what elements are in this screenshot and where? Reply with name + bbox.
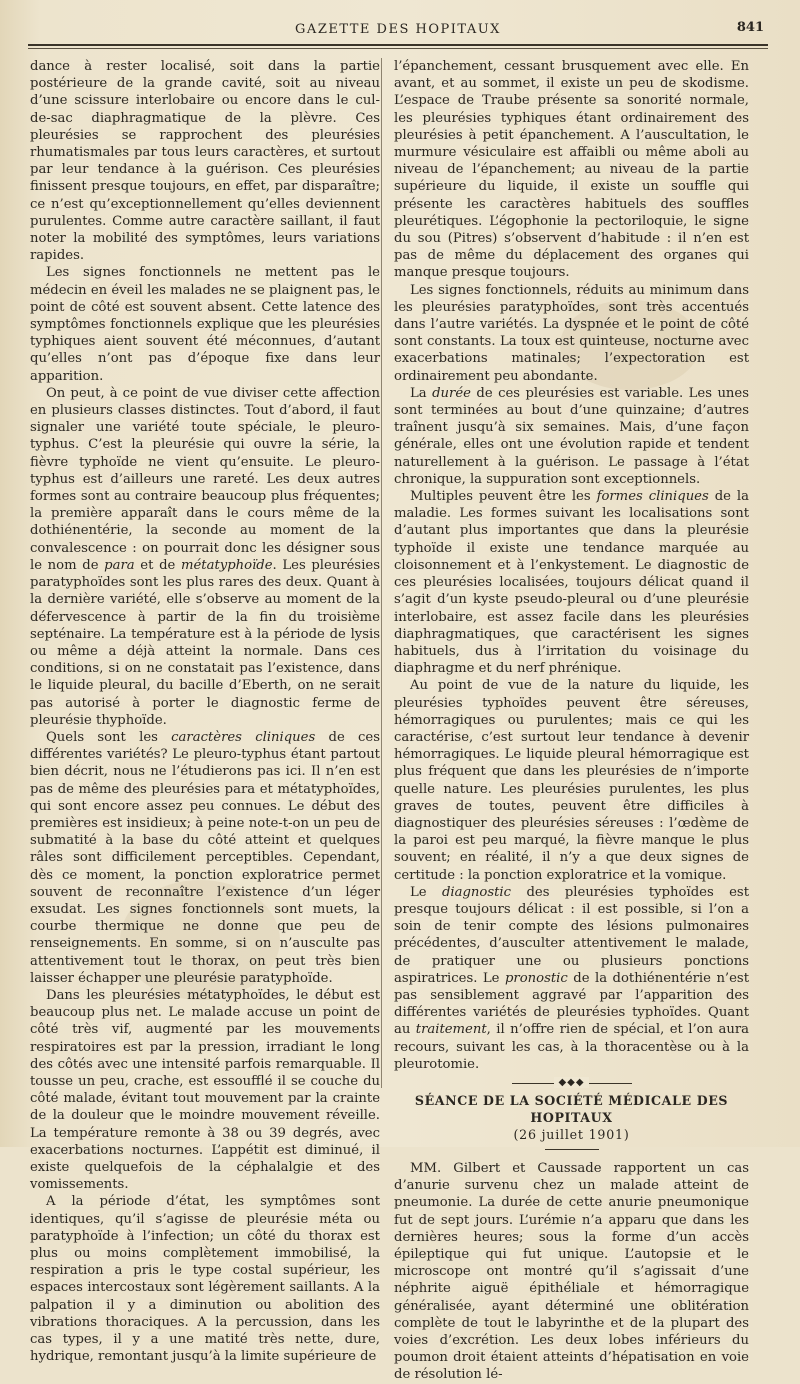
running-title: GAZETTE DES HOPITAUX: [295, 22, 501, 37]
paragraph: MM. Gilbert et Caussade rapportent un cas d’anurie survenu chez un malade atteint de pneumonie. La durée de cette anurie pneumonique fut de sept jours. L’urémie n’a apparu que dans les dernières heures; sous la forme d’un accès épileptique qui fut unique. L’autopsie et le microscope ont montré qu’il s’agissait d’une néphrite aiguë épithéliale et hémorragique généralisée, ayant déterminé une oblitération complète de tout le labyrinthe et de la plupart des voies d’excrétion. Les deux lobes inférieurs du poumon droit étaient atteints d’hépatisation en voie de résolution lé-: [394, 1160, 749, 1383]
paragraph: Au point de vue de la nature du liquide, les pleurésies typhoïdes peuvent être séreuses, hémorragiques ou purulentes; mais ce qui les caractérise, c’est surtout leur tendance à devenir hémorragiques. Le liquide pleural hémorragique est plus fréquent que dans les pleurésies de n’importe quelle nature. Les pleurésies purulentes, les plus graves de toutes, peuvent être difficiles à diagnostiquer des pleurésies séreuses : l’œdème de la paroi est peu marqué, la fièvre manque le plus souvent; en réalité, il n’y a que deux signes de certitude : la ponction exploratrice et la vomique.: [394, 678, 749, 883]
paragraph: l’épanchement, cessant brusquement avec elle. En avant, et au sommet, il existe un peu de skodisme. L’espace de Traube présente sa sonorité normale, les pleurésies typhiques étant ordinairement des pleurésies à petit épanchement. A l’auscultation, le murmure vésiculaire est affaibli ou même aboli au niveau de l’épanchement; au niveau de la partie supérieure du liquide, il existe un souffle qui présente les caractères habituels des souffles pleurétiques. L’égophonie la pectoriloquie, le signe du sou (Pitres) s’observent d’habitude : il n’en est pas de même du déplacement des organes qui manque presque toujours.: [394, 59, 749, 281]
emphasis: pronostic: [504, 970, 568, 986]
section-date: (26 juillet 1901): [513, 1126, 630, 1142]
paragraph-text: Multiples peuvent être les: [410, 489, 597, 505]
page-number: 841: [736, 20, 764, 35]
paragraph-text: . Les pleurésies paratyphoïdes sont les plus rares des deux. Quant à la dernière variété, elle s’observe au moment de la défervescence à partir de la fin du troisième septénaire. La température est à la période de lysis ou même a déjà atteint la normale. Dans ces conditions, si on ne constatait pas l’existence, dans le liquide pleural, du bacille d’Eberth, on ne serait pas autorisé à porter le diagnostic ferme de pleurésie thyphoïde.: [30, 557, 380, 728]
paragraph-text: et de: [134, 557, 181, 573]
paragraph: Les signes fonctionnels ne mettent pas le médecin en éveil les malades ne se plaignent pas, le point de côté est souvent absent. Cette latence des symptômes fonctionnels explique que les pleurésies typhiques aient souvent été méconnues, d’autant qu’elles n’ont pas d’époque fixe dans leur apparition.: [30, 265, 380, 384]
paragraph-text: de ces différentes variétés? Le pleuro-typhus étant partout bien décrit, nous ne l’étudierons pas ici. Il n’en est pas de même des pleurésies para et métatyphoïdes, qui sont encore assez peu connues. Le début des premières est insidieux; à peine note-t-on un peu de submatité à la base du côté atteint et quelques râles sont difficilement perceptibles. Cependant, dès ce moment, la ponction exploratrice permet souvent de reconnaître l’existence d’un léger exsudat. Les signes fonctionnels sont muets, la courbe thermique ne donne que peu de renseignements. En somme, si on n’ausculte pas attentivement tout le thorax, on peut très bien laisser échapper une pleurésie paratyphoïde.: [30, 729, 380, 986]
paragraph: Dans les pleurésies métatyphoïdes, le début est beaucoup plus net. Le malade accuse un point de côté très vif, augmenté par les mouvements respiratoires est par la pression, irradiant le long des côtés avec une intensité parfois remarquable. Il tousse un peu, crache, est essoufflé il se couche du côté malade, évitant tout mouvement par la crainte de la douleur que le moindre mouvement réveille. La température remonte à 38 ou 39 degrés, avec exacerbations nocturnes. L’appétit est diminué, il existe quelquefois de la céphalalgie et des vomissements.: [30, 987, 380, 1193]
paragraph: [394, 385, 749, 488]
emphasis: durée: [432, 385, 471, 401]
page-header: [0, 20, 800, 44]
header-rule-thin: [28, 48, 768, 49]
paragraph: dance à rester localisé, soit dans la partie postérieure de la grande cavité, soit au niveau d’une scissure interlobaire ou encore dans le cul-de-sac diaphragmatique de la plèvre. Ces pleurésies se rapprochent des pleurésies rhumatismales par tous leurs caractères, et surtout par leur tendance à la guérison. Ces pleurésies finissent presque toujours, en effet, par disparaître; ce n’est qu’exceptionnellement qu’elles deviennent purulentes. Comme autre caractère saillant, il faut noter la mobilité des symptômes, leurs variations rapides.: [30, 59, 380, 264]
left-column: [30, 58, 380, 1365]
paragraph: [30, 729, 380, 987]
emphasis: métatyphoïde: [180, 557, 273, 573]
paragraph-text: de la dothiénentérie n’est pas sensiblement aggravé par l’apparition des différentes variétés de pleurésies typhoïdes. Quant au: [394, 970, 749, 1038]
section-separator: [512, 1076, 632, 1088]
emphasis: traitement: [415, 1022, 487, 1038]
paragraph-text: de ces pleurésies est variable. Les unes sont terminées au bout d’une quinzaine; d’autres traînent jusqu’à six semaines. Mais, d’une façon générale, elles ont une évolution rapide et tendent naturellement à la guérison. Le passage à l’état chronique, la suppuration sont exceptionnels.: [394, 385, 749, 487]
paragraph-text: On peut, à ce point de vue diviser cette affection en plusieurs classes distinctes. Tout d’abord, il faut signaler une variété toute spéciale, le pleuro-typhus. C’est la pleurésie qui ouvre la série, la fièvre typhoïde ne vient qu’ensuite. Le pleuro-typhus est d’ailleurs une rareté. Les deux autres formes sont au contraire beaucoup plus fréquentes; la première apparaît dans le cours même de la dothiénentérie, la seconde au moment de la convalescence : on pourrait donc les désigner sous le nom de: [30, 385, 380, 573]
paragraph-text: des pleurésies typhoïdes est presque toujours délicat : il est possible, si l’on a soin de tenir compte des lésions pulmonaires précédentes, d’ausculter attentivement le malade, de pratiquer une ou plusieurs ponctions aspiratrices. Le: [394, 884, 749, 986]
emphasis: caractères cliniques: [171, 729, 316, 745]
emphasis: diagnostic: [441, 884, 512, 900]
paragraph-text: de la maladie. Les formes suivant les localisations sont d’autant plus importantes que dans la pleurésie typhoïde il existe une tendance marquée au cloisonnement et à l’enkystement. Le diagnostic de ces pleurésies localisées, toujours délicat quand il s’agit d’un kyste pseudo-pleural ou d’une pleurésie interlobaire, est assez facile dans les pleurésies diaphragmatiques, que caractérisent les signes habituels, dus à l’irritation du voisinage du diaphragme et du nerf phrénique.: [394, 489, 749, 677]
section-heading: SÉANCE DE LA SOCIÉTÉ MÉDICALE DES HOPITAUX: [414, 1092, 729, 1125]
header-rule-thick: [28, 44, 768, 46]
paragraph: Les signes fonctionnels, réduits au minimum dans les pleurésies paratyphoïdes, sont très accentués dans l’autre variétés. La dyspnée et le point de côté sont constants. La toux est quinteuse, nocturne avec exacerbations matinales; l’expectoration est ordinairement peu abondante.: [394, 282, 749, 384]
emphasis: formes cliniques: [596, 489, 709, 505]
paragraph-text: , il n’offre rien de spécial, et l’on aura recours, suivant les cas, à la thoracentèse ou à la pleurotomie.: [394, 1022, 749, 1072]
emphasis: para: [104, 557, 135, 573]
paragraph-text: Le: [410, 884, 442, 900]
separator-ornament: ◆◆◆: [554, 1077, 588, 1088]
column-divider: [381, 58, 382, 1088]
section-rule: [545, 1149, 599, 1150]
paragraph-text: Quels sont les: [46, 729, 158, 745]
right-column: [394, 58, 749, 1384]
paragraph: [394, 884, 749, 1073]
paragraph: A la période d’état, les symptômes sont identiques, qu’il s’agisse de pleurésie méta ou paratyphoïde à l’infection; un côté du thorax est plus ou moins complètement immobilisé, la respiration a pris le type costal supérieur, les espaces intercostaux sont légèrement saillants. A la palpation il y a diminution ou abolition des vibrations thoraciques. A la percussion, dans les cas types, il y a une matité très nette, dure, hydrique, remontant jusqu’à la limite supérieure de: [30, 1194, 380, 1365]
paragraph-text: La: [410, 385, 433, 401]
paragraph: [30, 385, 380, 729]
paragraph: [394, 488, 749, 677]
